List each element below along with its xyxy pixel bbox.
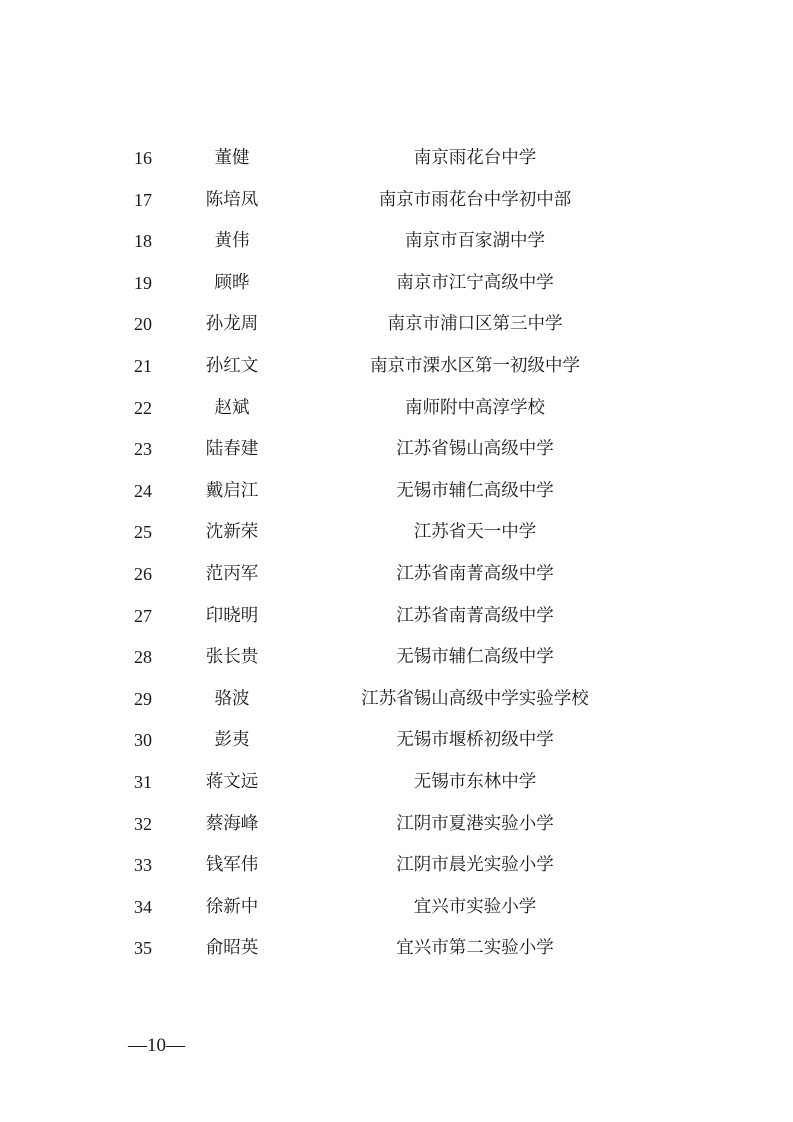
- school-name: 南京市雨花台中学初中部: [378, 189, 572, 210]
- table-row: [0, 804, 793, 846]
- person-name: 戴启江: [205, 480, 259, 501]
- table-row: [0, 554, 793, 596]
- person-name: 孙红文: [205, 355, 259, 376]
- table-row: [0, 928, 793, 970]
- person-name: 徐新中: [205, 896, 259, 917]
- person-name: 蒋文远: [205, 771, 259, 792]
- row-number: 28: [134, 647, 152, 668]
- page-number: —10—: [128, 1035, 185, 1056]
- school-name: 南师附中高淳学校: [405, 397, 545, 418]
- table-row: [0, 845, 793, 887]
- person-name: 蔡海峰: [205, 813, 259, 834]
- school-name: 宜兴市第二实验小学: [396, 938, 554, 959]
- school-name: 江阴市夏港实验小学: [396, 813, 554, 834]
- table-row: [0, 138, 793, 180]
- table-row: [0, 637, 793, 679]
- person-name: 黄伟: [214, 231, 250, 252]
- school-name: 江苏省天一中学: [413, 522, 537, 543]
- person-name: 俞昭英: [205, 938, 259, 959]
- row-number: 20: [134, 314, 152, 335]
- person-name: 赵斌: [214, 397, 250, 418]
- row-number: 33: [134, 855, 152, 876]
- person-name: 彭夷: [214, 730, 250, 751]
- row-number: 22: [134, 397, 152, 418]
- school-name: 无锡市东林中学: [413, 771, 537, 792]
- row-number: 31: [134, 771, 152, 792]
- school-name: 宜兴市实验小学: [413, 896, 537, 917]
- row-number: 23: [134, 439, 152, 460]
- person-name: 顾晔: [214, 272, 250, 293]
- person-name: 孙龙周: [205, 314, 259, 335]
- name-list-table: [0, 138, 793, 970]
- table-row: [0, 596, 793, 638]
- table-row: [0, 429, 793, 471]
- row-number: 34: [134, 896, 152, 917]
- person-name: 钱军伟: [205, 855, 259, 876]
- person-name: 范丙军: [205, 563, 259, 584]
- row-number: 19: [134, 272, 152, 293]
- row-number: 35: [134, 938, 152, 959]
- school-name: 南京雨花台中学: [413, 148, 537, 168]
- row-number: 24: [134, 480, 152, 501]
- table-row: [0, 471, 793, 513]
- person-name: 印晓明: [205, 605, 259, 626]
- table-row: [0, 679, 793, 721]
- table-row: [0, 221, 793, 263]
- person-name: 沈新荣: [205, 522, 259, 543]
- person-name: 陆春建: [205, 439, 259, 460]
- school-name: 无锡市辅仁高级中学: [396, 480, 554, 501]
- row-number: 32: [134, 813, 152, 834]
- school-name: 江阴市晨光实验小学: [396, 855, 554, 876]
- table-row: [0, 346, 793, 388]
- school-name: 南京市江宁高级中学: [396, 272, 554, 293]
- table-row: [0, 180, 793, 222]
- person-name: 陈培凤: [205, 189, 259, 210]
- table-row: [0, 512, 793, 554]
- school-name: 无锡市辅仁高级中学: [396, 647, 554, 668]
- table-row: [0, 762, 793, 804]
- school-name: 南京市百家湖中学: [405, 231, 545, 252]
- row-number: 26: [134, 563, 152, 584]
- person-name: 董健: [214, 148, 250, 168]
- school-name: 无锡市堰桥初级中学: [396, 730, 554, 751]
- table-row: [0, 304, 793, 346]
- school-name: 江苏省锡山高级中学实验学校: [361, 688, 589, 709]
- row-number: 16: [134, 148, 152, 168]
- school-name: 江苏省锡山高级中学: [396, 439, 554, 460]
- row-number: 29: [134, 688, 152, 709]
- row-number: 27: [134, 605, 152, 626]
- row-number: 17: [134, 189, 152, 210]
- row-number: 21: [134, 355, 152, 376]
- table-row: [0, 263, 793, 305]
- school-name: 江苏省南菁高级中学: [396, 605, 554, 626]
- school-name: 南京市浦口区第三中学: [387, 314, 563, 335]
- school-name: 南京市溧水区第一初级中学: [370, 355, 580, 376]
- school-name: 江苏省南菁高级中学: [396, 563, 554, 584]
- person-name: 骆波: [214, 688, 250, 709]
- row-number: 30: [134, 730, 152, 751]
- person-name: 张长贵: [205, 647, 259, 668]
- table-row: [0, 887, 793, 929]
- row-number: 25: [134, 522, 152, 543]
- table-row: [0, 388, 793, 430]
- row-number: 18: [134, 231, 152, 252]
- table-row: [0, 720, 793, 762]
